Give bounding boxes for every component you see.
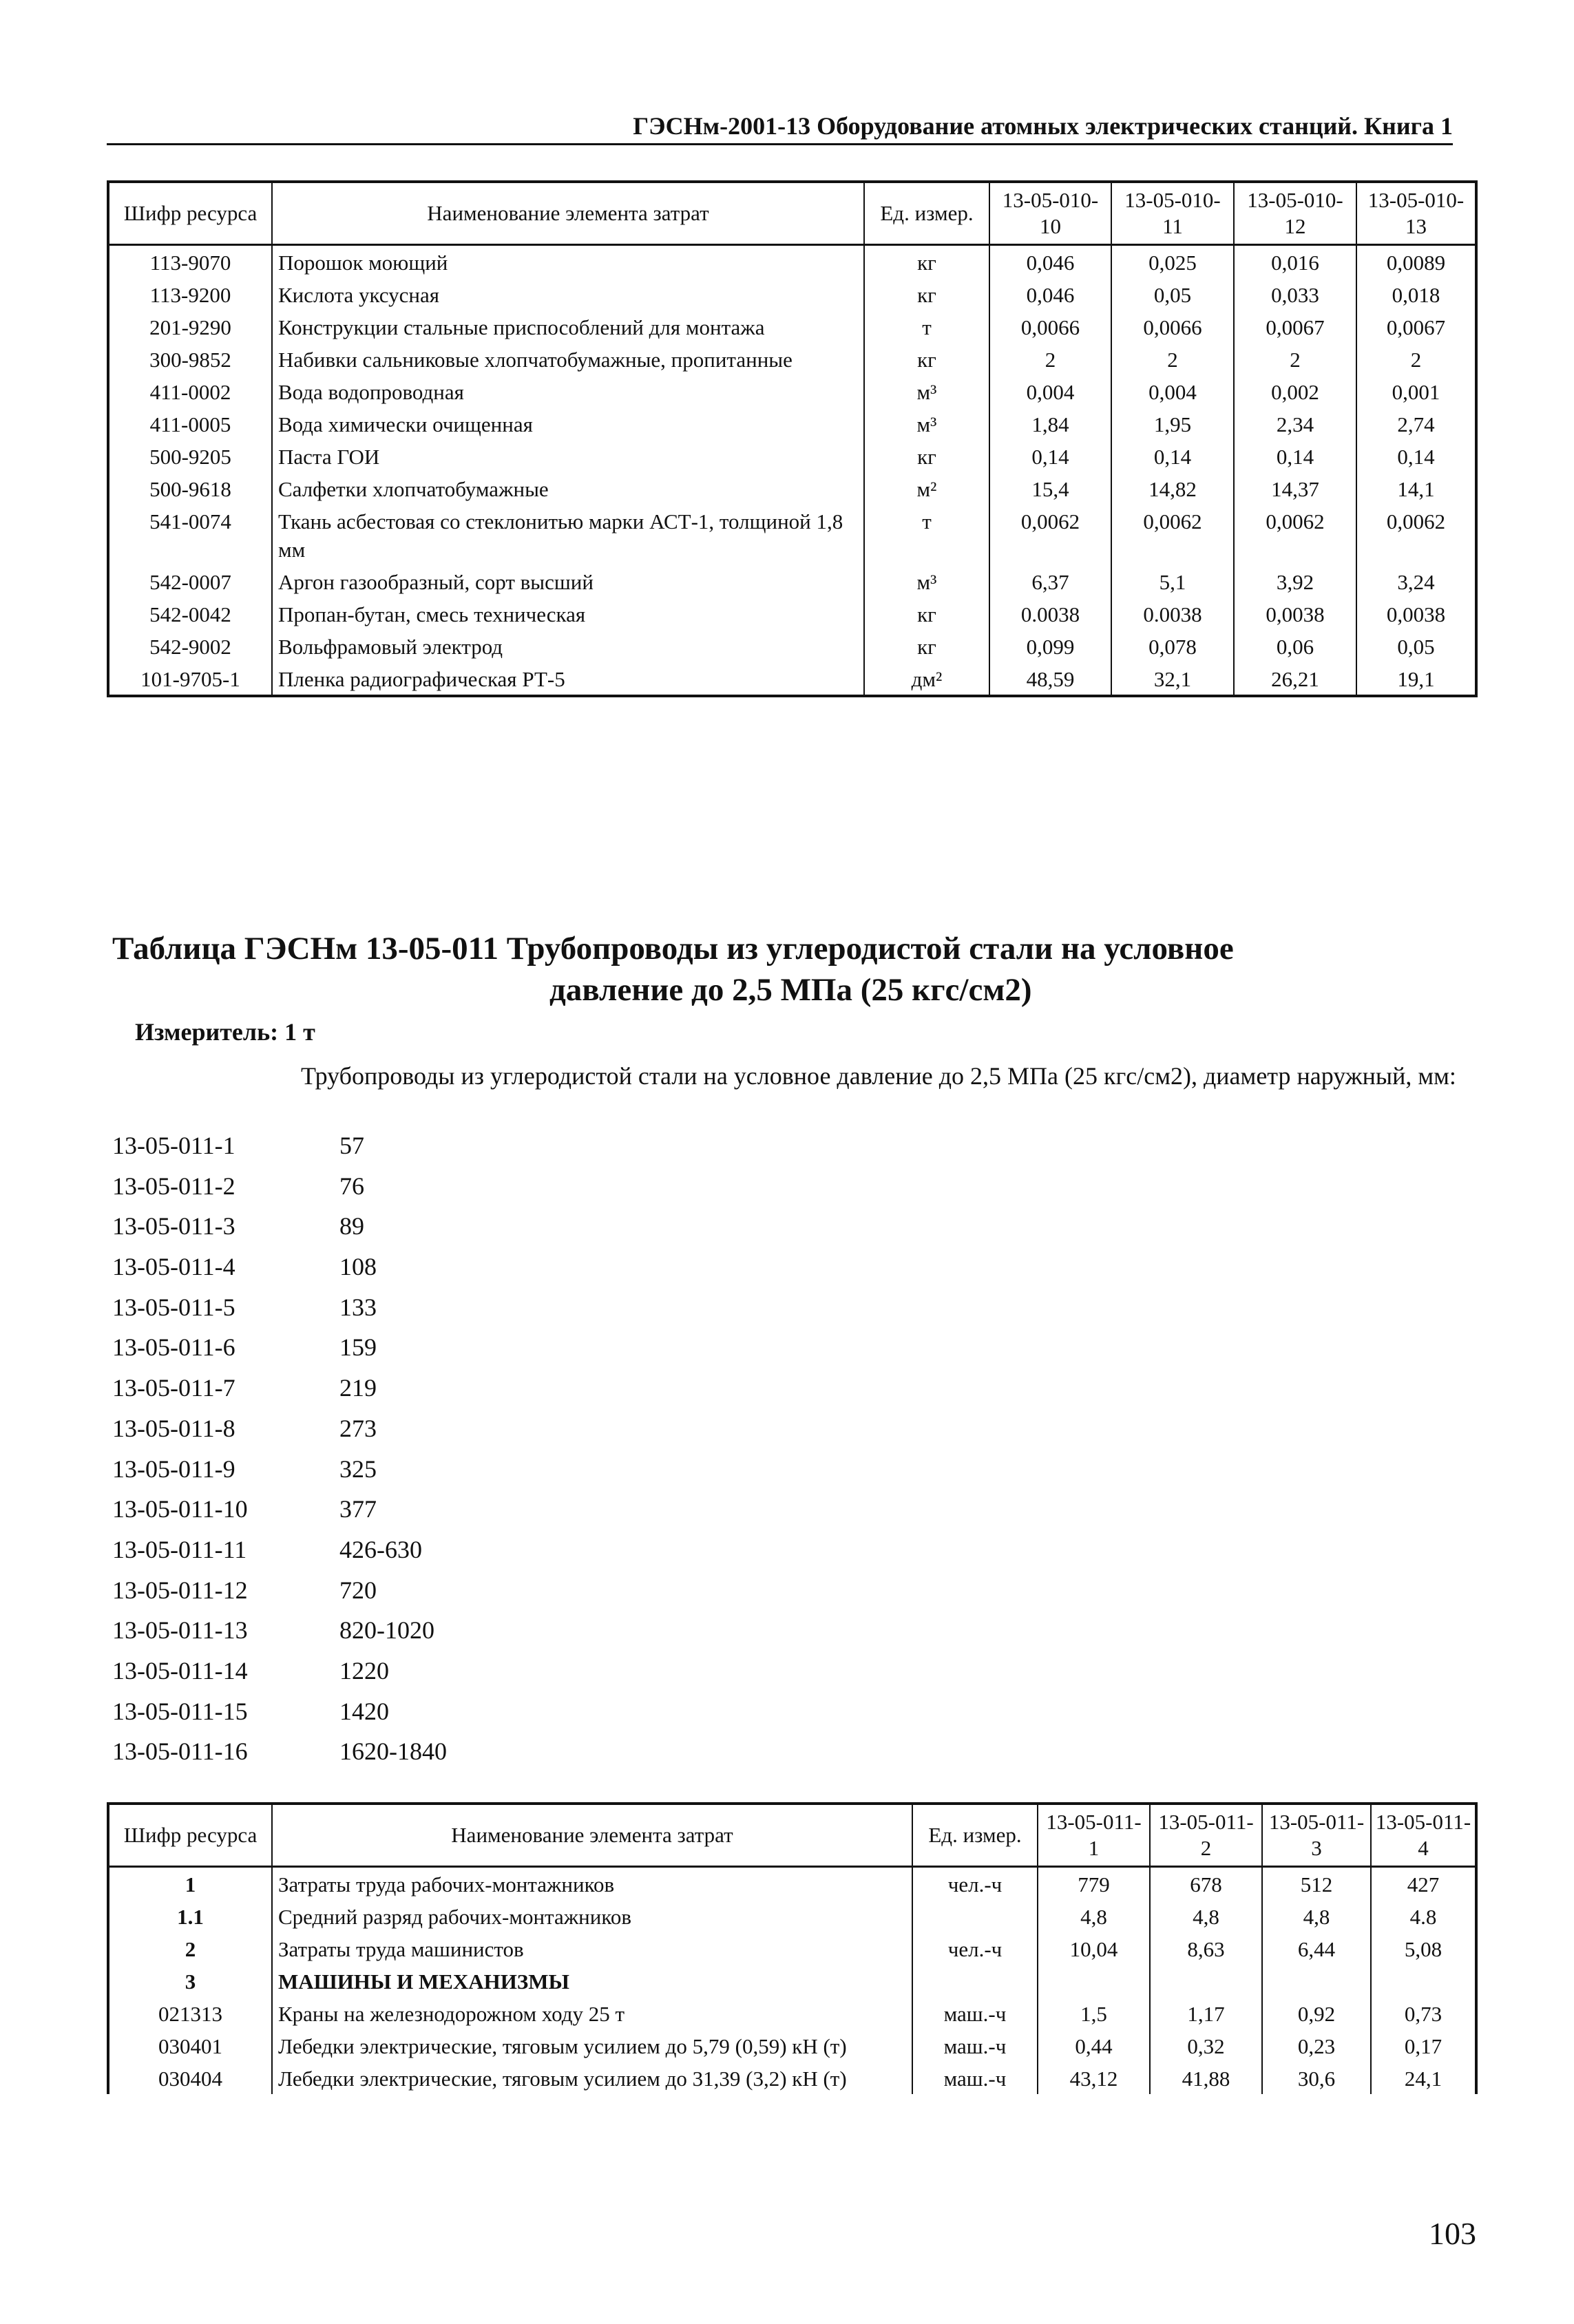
cell-value: 0,033 [1234, 278, 1356, 310]
cell-value: 0,17 [1371, 2029, 1476, 2062]
cell-cost-element: Средний разряд рабочих-монтажников [272, 1900, 912, 1932]
list-item [112, 1455, 546, 1495]
cell-value: 2 [1234, 343, 1356, 375]
cell-unit: кг [864, 630, 989, 662]
cell-value: 14,1 [1356, 472, 1476, 505]
list-item [112, 1252, 546, 1293]
cell-resource-code: 1 [108, 1867, 272, 1901]
cell-cost-element: Затраты труда рабочих-монтажников [272, 1867, 912, 1901]
outer-diameter: 133 [339, 1293, 377, 1321]
cell-value: 779 [1038, 1867, 1150, 1901]
cell-value: 0,92 [1262, 1997, 1371, 2029]
table-row [108, 343, 1476, 375]
header-norm-col: 13-05-011-4 [1371, 1804, 1476, 1867]
cell-value: 4,8 [1150, 1900, 1262, 1932]
table-row [108, 245, 1476, 279]
cell-value: 0,73 [1371, 1997, 1476, 2029]
cell-cost-element: Порошок моющий [272, 245, 864, 279]
table-row [108, 630, 1476, 662]
measure-unit: Измеритель: 1 т [135, 1018, 315, 1046]
cell-value: 0,0066 [989, 310, 1111, 343]
header-norm-col: 13-05-010-10 [989, 182, 1111, 245]
cell-resource-code: 2 [108, 1932, 272, 1965]
table-row [108, 598, 1476, 630]
outer-diameter: 820-1020 [339, 1616, 434, 1645]
outer-diameter: 720 [339, 1576, 377, 1604]
cell-value: 0,44 [1038, 2029, 1150, 2062]
cell-unit [912, 1965, 1038, 1997]
header-norm-col: 13-05-010-11 [1111, 182, 1234, 245]
table-row [108, 1867, 1476, 1901]
cell-cost-element: Набивки сальниковые хлопчатобумажные, пропитанные [272, 343, 864, 375]
table-row [108, 440, 1476, 472]
table-row [108, 375, 1476, 408]
cell-resource-code: 411-0005 [108, 408, 272, 440]
table-row [108, 1965, 1476, 1997]
cell-value: 4,8 [1038, 1900, 1150, 1932]
cell-value: 0,099 [989, 630, 1111, 662]
table-row [108, 278, 1476, 310]
cell-value: 0,0062 [1356, 505, 1476, 565]
norm-code: 13-05-011-13 [112, 1616, 248, 1645]
cell-cost-element: Вольфрамовый электрод [272, 630, 864, 662]
cell-value: 2 [1356, 343, 1476, 375]
cell-value: 26,21 [1234, 662, 1356, 696]
cell-value: 19,1 [1356, 662, 1476, 696]
header-norm-col: 13-05-011-2 [1150, 1804, 1262, 1867]
cell-unit: т [864, 310, 989, 343]
cell-value: 6,44 [1262, 1932, 1371, 1965]
cell-value: 0,0038 [1356, 598, 1476, 630]
cell-value: 0,046 [989, 278, 1111, 310]
cell-resource-code: 021313 [108, 1997, 272, 2029]
table-row [108, 408, 1476, 440]
cell-value: 4.8 [1371, 1900, 1476, 1932]
cell-resource-code: 500-9205 [108, 440, 272, 472]
cell-value: 2,34 [1234, 408, 1356, 440]
cell-value: 0,0067 [1356, 310, 1476, 343]
cell-cost-element: Лебедки электрические, тяговым усилием до 5,79 (0,59) кН (т) [272, 2029, 912, 2062]
cell-unit: маш.-ч [912, 1997, 1038, 2029]
list-item [112, 1697, 546, 1737]
cell-unit: м³ [864, 375, 989, 408]
cell-cost-element: МАШИНЫ И МЕХАНИЗМЫ [272, 1965, 912, 1997]
table-row [108, 505, 1476, 565]
cell-value: 43,12 [1038, 2062, 1150, 2094]
cell-value: 0,016 [1234, 245, 1356, 279]
cell-value: 4,8 [1262, 1900, 1371, 1932]
header-resource-code: Шифр ресурса [108, 182, 272, 245]
cell-value: 0,018 [1356, 278, 1476, 310]
cell-value: 0,14 [1111, 440, 1234, 472]
cell-resource-code: 1.1 [108, 1900, 272, 1932]
norm-code: 13-05-011-14 [112, 1656, 248, 1684]
list-item [112, 1293, 546, 1333]
outer-diameter: 219 [339, 1374, 377, 1402]
table-row [108, 1900, 1476, 1932]
list-item [112, 1172, 546, 1212]
cell-value [1371, 1965, 1476, 1997]
cell-value [1038, 1965, 1150, 1997]
cell-value: 678 [1150, 1867, 1262, 1901]
cell-unit: м³ [864, 565, 989, 598]
list-item [112, 1616, 546, 1656]
page-number: 103 [1429, 2216, 1476, 2251]
table-header-row [108, 1804, 1476, 1867]
cell-value: 2,74 [1356, 408, 1476, 440]
cell-value: 0,0066 [1111, 310, 1234, 343]
header-norm-col: 13-05-010-12 [1234, 182, 1356, 245]
cell-value: 0,0089 [1356, 245, 1476, 279]
running-head [107, 110, 1453, 145]
outer-diameter: 76 [339, 1172, 364, 1200]
cell-value: 8,63 [1150, 1932, 1262, 1965]
list-item [112, 1656, 546, 1697]
norm-code: 13-05-011-8 [112, 1414, 235, 1442]
cell-cost-element: Вода водопроводная [272, 375, 864, 408]
cell-value: 0.0038 [1111, 598, 1234, 630]
cell-resource-code: 411-0002 [108, 375, 272, 408]
norm-code: 13-05-011-1 [112, 1132, 235, 1159]
cell-cost-element: Пленка радиографическая РТ-5 [272, 662, 864, 696]
list-item [112, 1494, 546, 1535]
header-unit: Ед. измер. [864, 182, 989, 245]
norm-code: 13-05-011-3 [112, 1212, 235, 1240]
cell-resource-code: 113-9070 [108, 245, 272, 279]
cell-value [1262, 1965, 1371, 1997]
cell-cost-element: Аргон газообразный, сорт высший [272, 565, 864, 598]
cell-value: 1,5 [1038, 1997, 1150, 2029]
outer-diameter: 89 [339, 1212, 364, 1240]
table-header-row [108, 182, 1476, 245]
table-row [108, 565, 1476, 598]
cell-value: 0,0067 [1234, 310, 1356, 343]
cell-value: 2 [1111, 343, 1234, 375]
table-row [108, 1997, 1476, 2029]
header-norm-col: 13-05-011-1 [1038, 1804, 1150, 1867]
cell-unit: м³ [864, 408, 989, 440]
list-item [112, 1414, 546, 1455]
list-item [112, 1333, 546, 1373]
table-row [108, 310, 1476, 343]
cell-cost-element: Паста ГОИ [272, 440, 864, 472]
header-unit: Ед. измер. [912, 1804, 1038, 1867]
cell-unit: дм² [864, 662, 989, 696]
cell-cost-element: Затраты труда машинистов [272, 1932, 912, 1965]
cell-unit: маш.-ч [912, 2029, 1038, 2062]
cell-value: 0,0062 [1111, 505, 1234, 565]
resources-table-2 [107, 1802, 1478, 2094]
cell-unit: т [864, 505, 989, 565]
cell-value: 14,37 [1234, 472, 1356, 505]
cell-value: 41,88 [1150, 2062, 1262, 2094]
list-item [112, 1212, 546, 1252]
list-item [112, 1131, 546, 1172]
norm-code: 13-05-011-16 [112, 1737, 248, 1766]
cell-cost-element: Салфетки хлопчатобумажные [272, 472, 864, 505]
outer-diameter: 1220 [339, 1656, 389, 1684]
cell-value: 5,1 [1111, 565, 1234, 598]
cell-value: 0,05 [1111, 278, 1234, 310]
cell-unit: кг [864, 245, 989, 279]
norm-code: 13-05-011-10 [112, 1495, 248, 1523]
cell-value: 512 [1262, 1867, 1371, 1901]
norm-code: 13-05-011-7 [112, 1374, 235, 1402]
cell-resource-code: 113-9200 [108, 278, 272, 310]
cell-value: 10,04 [1038, 1932, 1150, 1965]
header-cost-element: Наименование элемента затрат [272, 182, 864, 245]
cell-value: 14,82 [1111, 472, 1234, 505]
cell-value: 0,0038 [1234, 598, 1356, 630]
cell-value: 6,37 [989, 565, 1111, 598]
cell-resource-code: 030401 [108, 2029, 272, 2062]
cell-value: 1,84 [989, 408, 1111, 440]
cell-resource-code: 500-9618 [108, 472, 272, 505]
cell-value: 0,05 [1356, 630, 1476, 662]
header-norm-col: 13-05-010-13 [1356, 182, 1476, 245]
cell-value: 427 [1371, 1867, 1476, 1901]
section-title-line-2: давление до 2,5 МПа (25 кгс/см2) [549, 972, 1032, 1008]
cell-unit: чел.-ч [912, 1932, 1038, 1965]
norm-code: 13-05-011-11 [112, 1535, 247, 1563]
outer-diameter: 377 [339, 1495, 377, 1523]
cell-value: 0,025 [1111, 245, 1234, 279]
section-description: Трубопроводы из углеродистой стали на условное давление до 2,5 МПа (25 кгс/см2), диаметр наружный, мм: [301, 1062, 1456, 1090]
table-row [108, 662, 1476, 696]
cell-unit [912, 1900, 1038, 1932]
cell-resource-code: 542-0042 [108, 598, 272, 630]
section-title-line-1: Таблица ГЭСНм 13-05-011 Трубопроводы из углеродистой стали на условное [112, 931, 1234, 966]
header-cost-element: Наименование элемента затрат [272, 1804, 912, 1867]
norm-code: 13-05-011-15 [112, 1697, 248, 1725]
cell-cost-element: Конструкции стальные приспособлений для монтажа [272, 310, 864, 343]
list-item [112, 1535, 546, 1576]
norm-code: 13-05-011-12 [112, 1576, 248, 1604]
outer-diameter: 325 [339, 1455, 377, 1483]
norm-code: 13-05-011-4 [112, 1253, 235, 1281]
cell-value: 0,002 [1234, 375, 1356, 408]
cell-value: 0,0062 [1234, 505, 1356, 565]
cell-value [1150, 1965, 1262, 1997]
cell-value: 0,046 [989, 245, 1111, 279]
cell-unit: кг [864, 440, 989, 472]
header-resource-code: Шифр ресурса [108, 1804, 272, 1867]
cell-value: 48,59 [989, 662, 1111, 696]
outer-diameter: 57 [339, 1132, 364, 1159]
cell-value: 0,004 [1111, 375, 1234, 408]
cell-cost-element: Ткань асбестовая со стеклонитью марки АСТ-1, толщиной 1,8 мм [272, 505, 864, 565]
norm-code: 13-05-011-2 [112, 1172, 235, 1200]
cell-cost-element: Лебедки электрические, тяговым усилием до 31,39 (3,2) кН (т) [272, 2062, 912, 2094]
cell-value: 0,004 [989, 375, 1111, 408]
cell-cost-element: Пропан-бутан, смесь техническая [272, 598, 864, 630]
cell-value: 0,001 [1356, 375, 1476, 408]
table-row [108, 2062, 1476, 2094]
cell-value: 24,1 [1371, 2062, 1476, 2094]
cell-unit: кг [864, 598, 989, 630]
outer-diameter: 1620-1840 [339, 1737, 447, 1766]
cell-resource-code: 3 [108, 1965, 272, 1997]
table-row [108, 2029, 1476, 2062]
cell-value: 0,14 [989, 440, 1111, 472]
outer-diameter: 273 [339, 1414, 377, 1442]
outer-diameter: 108 [339, 1253, 377, 1281]
running-head-title: ГЭСНм-2001-13 Оборудование атомных электрических станций. Книга 1 [633, 112, 1453, 140]
table-row [108, 1932, 1476, 1965]
cell-value: 0,14 [1234, 440, 1356, 472]
norm-code-list [112, 1131, 546, 1777]
outer-diameter: 1420 [339, 1697, 389, 1725]
cell-unit: маш.-ч [912, 2062, 1038, 2094]
cell-value: 3,24 [1356, 565, 1476, 598]
cell-value: 0,0062 [989, 505, 1111, 565]
cell-resource-code: 201-9290 [108, 310, 272, 343]
norm-code: 13-05-011-9 [112, 1455, 235, 1483]
cell-value: 1,95 [1111, 408, 1234, 440]
cell-value: 3,92 [1234, 565, 1356, 598]
cell-unit: кг [864, 343, 989, 375]
cell-unit: кг [864, 278, 989, 310]
cell-cost-element: Кислота уксусная [272, 278, 864, 310]
cell-value: 32,1 [1111, 662, 1234, 696]
cell-value: 0,32 [1150, 2029, 1262, 2062]
resources-table-1 [107, 180, 1478, 697]
cell-value: 0,23 [1262, 2029, 1371, 2062]
outer-diameter: 159 [339, 1333, 377, 1362]
cell-resource-code: 542-9002 [108, 630, 272, 662]
cell-cost-element: Вода химически очищенная [272, 408, 864, 440]
cell-unit: чел.-ч [912, 1867, 1038, 1901]
norm-code: 13-05-011-5 [112, 1293, 235, 1321]
cell-value: 0.0038 [989, 598, 1111, 630]
cell-value: 0,14 [1356, 440, 1476, 472]
cell-value: 30,6 [1262, 2062, 1371, 2094]
cell-value: 0,078 [1111, 630, 1234, 662]
cell-resource-code: 030404 [108, 2062, 272, 2094]
list-item [112, 1373, 546, 1414]
header-norm-col: 13-05-011-3 [1262, 1804, 1371, 1867]
cell-resource-code: 541-0074 [108, 505, 272, 565]
list-item [112, 1737, 546, 1777]
outer-diameter: 426-630 [339, 1535, 422, 1563]
cell-resource-code: 300-9852 [108, 343, 272, 375]
cell-resource-code: 542-0007 [108, 565, 272, 598]
cell-resource-code: 101-9705-1 [108, 662, 272, 696]
cell-value: 5,08 [1371, 1932, 1476, 1965]
cell-value: 2 [989, 343, 1111, 375]
norm-code: 13-05-011-6 [112, 1333, 235, 1362]
cell-cost-element: Краны на железнодорожном ходу 25 т [272, 1997, 912, 2029]
table-row [108, 472, 1476, 505]
section-title [112, 928, 1234, 1011]
list-item [112, 1576, 546, 1616]
cell-unit: м² [864, 472, 989, 505]
cell-value: 0,06 [1234, 630, 1356, 662]
cell-value: 1,17 [1150, 1997, 1262, 2029]
cell-value: 15,4 [989, 472, 1111, 505]
